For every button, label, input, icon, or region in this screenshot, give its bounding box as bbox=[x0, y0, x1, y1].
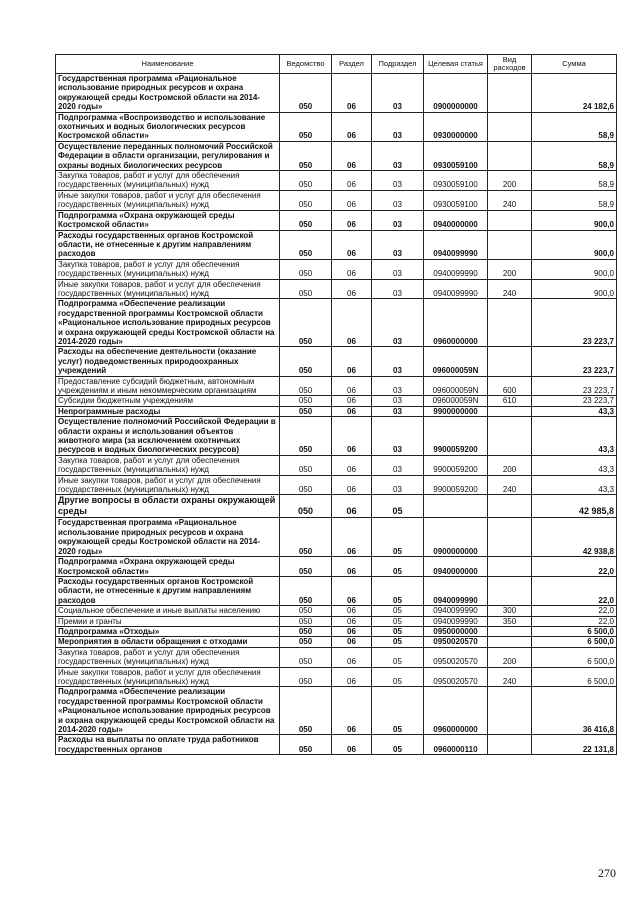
cell-section: 06 bbox=[332, 347, 372, 376]
cell-department: 050 bbox=[280, 495, 332, 518]
cell-expense-type bbox=[488, 299, 532, 347]
table-row bbox=[56, 626, 617, 636]
cell-subsection: 05 bbox=[372, 626, 424, 636]
cell-amount: 23 223,7 bbox=[532, 347, 617, 376]
cell-department: 050 bbox=[280, 230, 332, 259]
cell-department: 050 bbox=[280, 637, 332, 647]
cell-section: 06 bbox=[332, 518, 372, 557]
cell-amount: 6 500,0 bbox=[532, 667, 617, 687]
cell-section: 06 bbox=[332, 259, 372, 279]
cell-subsection: 05 bbox=[372, 606, 424, 616]
table-row bbox=[56, 376, 617, 396]
cell-name: Премии и гранты bbox=[56, 616, 280, 626]
cell-target-article: 9900059200 bbox=[424, 475, 488, 495]
cell-target-article: 0930059100 bbox=[424, 171, 488, 191]
cell-subsection: 03 bbox=[372, 347, 424, 376]
cell-section: 06 bbox=[332, 396, 372, 406]
cell-department: 050 bbox=[280, 210, 332, 230]
table-row bbox=[56, 735, 617, 755]
cell-section: 06 bbox=[332, 626, 372, 636]
cell-expense-type bbox=[488, 518, 532, 557]
cell-department: 050 bbox=[280, 606, 332, 616]
cell-subsection: 05 bbox=[372, 495, 424, 518]
cell-target-article: 0940000000 bbox=[424, 210, 488, 230]
cell-subsection: 03 bbox=[372, 210, 424, 230]
cell-section: 06 bbox=[332, 637, 372, 647]
cell-section: 06 bbox=[332, 455, 372, 475]
cell-target-article: 0960000110 bbox=[424, 735, 488, 755]
cell-name: Подпрограмма «Отходы» bbox=[56, 626, 280, 636]
cell-expense-type bbox=[488, 637, 532, 647]
cell-department: 050 bbox=[280, 279, 332, 299]
cell-department: 050 bbox=[280, 557, 332, 577]
header-target-article: Целевая статья bbox=[424, 55, 488, 74]
cell-expense-type bbox=[488, 406, 532, 416]
cell-target-article: 096000059N bbox=[424, 376, 488, 396]
cell-name: Расходы на обеспечение деятельности (оказание услуг) подведомственных природоохранных учреждений bbox=[56, 347, 280, 376]
cell-department: 050 bbox=[280, 112, 332, 141]
table-row bbox=[56, 495, 617, 518]
cell-target-article: 9900000000 bbox=[424, 406, 488, 416]
cell-amount: 23 223,7 bbox=[532, 396, 617, 406]
cell-section: 06 bbox=[332, 576, 372, 605]
cell-amount: 900,0 bbox=[532, 230, 617, 259]
cell-amount: 6 500,0 bbox=[532, 647, 617, 667]
table-row bbox=[56, 171, 617, 191]
cell-name: Расходы государственных органов Костромской области, не отнесенные к другим направлениям расходов bbox=[56, 576, 280, 605]
cell-target-article: 096000059N bbox=[424, 347, 488, 376]
cell-name: Расходы на выплаты по оплате труда работников государственных органов bbox=[56, 735, 280, 755]
cell-name: Мероприятия в области обращения с отходами bbox=[56, 637, 280, 647]
cell-amount: 42 985,8 bbox=[532, 495, 617, 518]
table-row bbox=[56, 347, 617, 376]
cell-amount: 900,0 bbox=[532, 210, 617, 230]
cell-subsection: 05 bbox=[372, 616, 424, 626]
cell-expense-type bbox=[488, 230, 532, 259]
cell-section: 06 bbox=[332, 112, 372, 141]
cell-name: Социальное обеспечение и иные выплаты населению bbox=[56, 606, 280, 616]
cell-amount: 22 131,8 bbox=[532, 735, 617, 755]
cell-section: 06 bbox=[332, 667, 372, 687]
cell-expense-type: 200 bbox=[488, 259, 532, 279]
cell-target-article: 0900000000 bbox=[424, 518, 488, 557]
cell-amount: 43,3 bbox=[532, 406, 617, 416]
header-department: Ведомство bbox=[280, 55, 332, 74]
cell-department: 050 bbox=[280, 616, 332, 626]
cell-subsection: 05 bbox=[372, 518, 424, 557]
cell-section: 06 bbox=[332, 279, 372, 299]
cell-name: Иные закупки товаров, работ и услуг для обеспечения государственных (муниципальных) нужд bbox=[56, 190, 280, 210]
header-amount: Сумма bbox=[532, 55, 617, 74]
cell-name: Осуществление полномочий Российской Федерации в области охраны и использования объектов животного мира (за исключением охотничьих ресурсов и водных биологических ресурсов) bbox=[56, 417, 280, 456]
cell-department: 050 bbox=[280, 647, 332, 667]
cell-expense-type bbox=[488, 347, 532, 376]
cell-section: 06 bbox=[332, 230, 372, 259]
cell-section: 06 bbox=[332, 606, 372, 616]
cell-name: Государственная программа «Рациональное использование природных ресурсов и охрана окружающей среды Костромской области на 2014-2020 годы» bbox=[56, 74, 280, 113]
cell-subsection: 03 bbox=[372, 190, 424, 210]
cell-amount: 36 416,8 bbox=[532, 687, 617, 735]
cell-amount: 900,0 bbox=[532, 279, 617, 299]
table-row bbox=[56, 616, 617, 626]
table-body bbox=[56, 74, 617, 755]
cell-expense-type bbox=[488, 141, 532, 170]
cell-expense-type bbox=[488, 557, 532, 577]
table-row bbox=[56, 230, 617, 259]
cell-expense-type: 240 bbox=[488, 279, 532, 299]
cell-name: Осуществление переданных полномочий Российской Федерации в области организации, регулирования и охраны водных биологических ресурсов bbox=[56, 141, 280, 170]
table-row bbox=[56, 647, 617, 667]
cell-department: 050 bbox=[280, 299, 332, 347]
cell-amount: 42 938,8 bbox=[532, 518, 617, 557]
cell-name: Непрограммные расходы bbox=[56, 406, 280, 416]
table-row bbox=[56, 190, 617, 210]
cell-expense-type: 610 bbox=[488, 396, 532, 406]
cell-expense-type bbox=[488, 417, 532, 456]
header-name: Наименование bbox=[56, 55, 280, 74]
cell-amount: 22,0 bbox=[532, 576, 617, 605]
cell-target-article: 0930000000 bbox=[424, 112, 488, 141]
cell-amount: 6 500,0 bbox=[532, 626, 617, 636]
cell-expense-type: 240 bbox=[488, 475, 532, 495]
header-expense-type: Вид расходов bbox=[488, 55, 532, 74]
cell-expense-type bbox=[488, 687, 532, 735]
cell-name: Подпрограмма «Обеспечение реализации государственной программы Костромской области «Рациональное использование природных ресурсов и охрана окружающей среды Костромской области на 2014-2020 годы» bbox=[56, 299, 280, 347]
cell-section: 06 bbox=[332, 495, 372, 518]
header-subsection: Подраздел bbox=[372, 55, 424, 74]
table-row bbox=[56, 112, 617, 141]
cell-subsection: 05 bbox=[372, 576, 424, 605]
cell-section: 06 bbox=[332, 376, 372, 396]
cell-name: Закупка товаров, работ и услуг для обеспечения государственных (муниципальных) нужд bbox=[56, 647, 280, 667]
cell-amount: 58,9 bbox=[532, 141, 617, 170]
cell-department: 050 bbox=[280, 475, 332, 495]
cell-name: Подпрограмма «Воспроизводство и использование охотничьих и водных биологических ресурсов Костромской области» bbox=[56, 112, 280, 141]
cell-expense-type: 200 bbox=[488, 647, 532, 667]
cell-department: 050 bbox=[280, 347, 332, 376]
cell-subsection: 03 bbox=[372, 417, 424, 456]
table-row bbox=[56, 637, 617, 647]
cell-section: 06 bbox=[332, 190, 372, 210]
cell-name: Закупка товаров, работ и услуг для обеспечения государственных (муниципальных) нужд bbox=[56, 259, 280, 279]
cell-target-article bbox=[424, 495, 488, 518]
table-row bbox=[56, 279, 617, 299]
cell-amount: 22,0 bbox=[532, 606, 617, 616]
cell-expense-type: 240 bbox=[488, 190, 532, 210]
cell-department: 050 bbox=[280, 735, 332, 755]
table-row bbox=[56, 576, 617, 605]
table-row bbox=[56, 406, 617, 416]
cell-target-article: 0950020570 bbox=[424, 667, 488, 687]
cell-target-article: 0940099990 bbox=[424, 259, 488, 279]
cell-section: 06 bbox=[332, 210, 372, 230]
cell-amount: 58,9 bbox=[532, 112, 617, 141]
cell-department: 050 bbox=[280, 518, 332, 557]
cell-name: Государственная программа «Рациональное использование природных ресурсов и охрана окружающей среды Костромской области на 2014-2020 годы» bbox=[56, 518, 280, 557]
page-number: 270 bbox=[598, 866, 616, 880]
cell-section: 06 bbox=[332, 687, 372, 735]
cell-target-article: 0900000000 bbox=[424, 74, 488, 113]
cell-name: Подпрограмма «Обеспечение реализации государственной программы Костромской области «Рациональное использование природных ресурсов и охрана окружающей среды Костромской области на 2014-2020 годы» bbox=[56, 687, 280, 735]
cell-target-article: 0950000000 bbox=[424, 626, 488, 636]
table-row bbox=[56, 606, 617, 616]
cell-section: 06 bbox=[332, 141, 372, 170]
cell-target-article: 096000059N bbox=[424, 396, 488, 406]
cell-subsection: 03 bbox=[372, 230, 424, 259]
cell-department: 050 bbox=[280, 259, 332, 279]
cell-subsection: 03 bbox=[372, 376, 424, 396]
header-section: Раздел bbox=[332, 55, 372, 74]
cell-expense-type bbox=[488, 112, 532, 141]
table-row bbox=[56, 141, 617, 170]
cell-section: 06 bbox=[332, 74, 372, 113]
cell-amount: 22,0 bbox=[532, 616, 617, 626]
cell-subsection: 05 bbox=[372, 647, 424, 667]
cell-amount: 58,9 bbox=[532, 190, 617, 210]
cell-name: Субсидии бюджетным учреждениям bbox=[56, 396, 280, 406]
cell-name: Иные закупки товаров, работ и услуг для обеспечения государственных (муниципальных) нужд bbox=[56, 279, 280, 299]
cell-target-article: 0960000000 bbox=[424, 299, 488, 347]
table-row bbox=[56, 259, 617, 279]
table-row bbox=[56, 299, 617, 347]
cell-expense-type bbox=[488, 735, 532, 755]
cell-target-article: 0930059100 bbox=[424, 141, 488, 170]
cell-subsection: 03 bbox=[372, 299, 424, 347]
cell-expense-type: 240 bbox=[488, 667, 532, 687]
cell-department: 050 bbox=[280, 576, 332, 605]
cell-amount: 43,3 bbox=[532, 417, 617, 456]
cell-department: 050 bbox=[280, 376, 332, 396]
cell-section: 06 bbox=[332, 616, 372, 626]
cell-subsection: 05 bbox=[372, 735, 424, 755]
cell-expense-type bbox=[488, 626, 532, 636]
cell-target-article: 9900059200 bbox=[424, 455, 488, 475]
cell-department: 050 bbox=[280, 171, 332, 191]
cell-department: 050 bbox=[280, 667, 332, 687]
cell-name: Закупка товаров, работ и услуг для обеспечения государственных (муниципальных) нужд bbox=[56, 171, 280, 191]
cell-target-article: 0940099990 bbox=[424, 576, 488, 605]
cell-department: 050 bbox=[280, 406, 332, 416]
table-row bbox=[56, 518, 617, 557]
table-row bbox=[56, 557, 617, 577]
cell-name: Закупка товаров, работ и услуг для обеспечения государственных (муниципальных) нужд bbox=[56, 455, 280, 475]
cell-department: 050 bbox=[280, 141, 332, 170]
cell-target-article: 0940099990 bbox=[424, 606, 488, 616]
cell-section: 06 bbox=[332, 475, 372, 495]
cell-name: Другие вопросы в области охраны окружающей среды bbox=[56, 495, 280, 518]
cell-amount: 6 500,0 bbox=[532, 637, 617, 647]
cell-department: 050 bbox=[280, 74, 332, 113]
cell-subsection: 03 bbox=[372, 406, 424, 416]
table-header-row bbox=[56, 55, 617, 74]
cell-name: Иные закупки товаров, работ и услуг для обеспечения государственных (муниципальных) нужд bbox=[56, 475, 280, 495]
cell-section: 06 bbox=[332, 735, 372, 755]
cell-expense-type: 600 bbox=[488, 376, 532, 396]
cell-subsection: 03 bbox=[372, 141, 424, 170]
cell-amount: 58,9 bbox=[532, 171, 617, 191]
cell-expense-type: 200 bbox=[488, 455, 532, 475]
cell-subsection: 03 bbox=[372, 279, 424, 299]
cell-department: 050 bbox=[280, 455, 332, 475]
cell-target-article: 0940099990 bbox=[424, 279, 488, 299]
cell-section: 06 bbox=[332, 417, 372, 456]
cell-subsection: 05 bbox=[372, 667, 424, 687]
cell-amount: 22,0 bbox=[532, 557, 617, 577]
cell-expense-type bbox=[488, 495, 532, 518]
cell-target-article: 0950020570 bbox=[424, 637, 488, 647]
cell-target-article: 0940099990 bbox=[424, 616, 488, 626]
table-row bbox=[56, 74, 617, 113]
cell-expense-type: 350 bbox=[488, 616, 532, 626]
cell-subsection: 03 bbox=[372, 112, 424, 141]
cell-expense-type: 200 bbox=[488, 171, 532, 191]
cell-subsection: 05 bbox=[372, 637, 424, 647]
table-row bbox=[56, 396, 617, 406]
cell-subsection: 03 bbox=[372, 171, 424, 191]
cell-expense-type bbox=[488, 74, 532, 113]
cell-expense-type bbox=[488, 210, 532, 230]
cell-subsection: 03 bbox=[372, 74, 424, 113]
cell-subsection: 03 bbox=[372, 455, 424, 475]
cell-subsection: 05 bbox=[372, 687, 424, 735]
cell-target-article: 0960000000 bbox=[424, 687, 488, 735]
table-row bbox=[56, 667, 617, 687]
cell-department: 050 bbox=[280, 687, 332, 735]
cell-amount: 23 223,7 bbox=[532, 299, 617, 347]
cell-department: 050 bbox=[280, 626, 332, 636]
cell-amount: 24 182,6 bbox=[532, 74, 617, 113]
cell-section: 06 bbox=[332, 557, 372, 577]
cell-expense-type bbox=[488, 576, 532, 605]
cell-section: 06 bbox=[332, 647, 372, 667]
cell-name: Расходы государственных органов Костромской области, не отнесенные к другим направлениям расходов bbox=[56, 230, 280, 259]
cell-section: 06 bbox=[332, 406, 372, 416]
cell-target-article: 9900059200 bbox=[424, 417, 488, 456]
cell-amount: 900,0 bbox=[532, 259, 617, 279]
cell-name: Иные закупки товаров, работ и услуг для обеспечения государственных (муниципальных) нужд bbox=[56, 667, 280, 687]
table-row bbox=[56, 687, 617, 735]
cell-target-article: 0940099990 bbox=[424, 230, 488, 259]
cell-target-article: 0950020570 bbox=[424, 647, 488, 667]
cell-expense-type: 300 bbox=[488, 606, 532, 616]
cell-subsection: 03 bbox=[372, 475, 424, 495]
cell-name: Подпрограмма «Охрана окружающей среды Костромской области» bbox=[56, 210, 280, 230]
cell-amount: 43,3 bbox=[532, 475, 617, 495]
cell-target-article: 0940000000 bbox=[424, 557, 488, 577]
table-row bbox=[56, 210, 617, 230]
cell-subsection: 03 bbox=[372, 259, 424, 279]
cell-department: 050 bbox=[280, 396, 332, 406]
cell-department: 050 bbox=[280, 190, 332, 210]
cell-target-article: 0930059100 bbox=[424, 190, 488, 210]
cell-name: Предоставление субсидий бюджетным, автономным учреждениям и иным некоммерческим организациям bbox=[56, 376, 280, 396]
cell-subsection: 05 bbox=[372, 557, 424, 577]
cell-amount: 23 223,7 bbox=[532, 376, 617, 396]
cell-name: Подпрограмма «Охрана окружающей среды Костромской области» bbox=[56, 557, 280, 577]
table-row bbox=[56, 475, 617, 495]
cell-section: 06 bbox=[332, 171, 372, 191]
table-row bbox=[56, 455, 617, 475]
cell-subsection: 03 bbox=[372, 396, 424, 406]
budget-table bbox=[55, 54, 617, 755]
cell-section: 06 bbox=[332, 299, 372, 347]
cell-department: 050 bbox=[280, 417, 332, 456]
cell-amount: 43,3 bbox=[532, 455, 617, 475]
table-row bbox=[56, 417, 617, 456]
